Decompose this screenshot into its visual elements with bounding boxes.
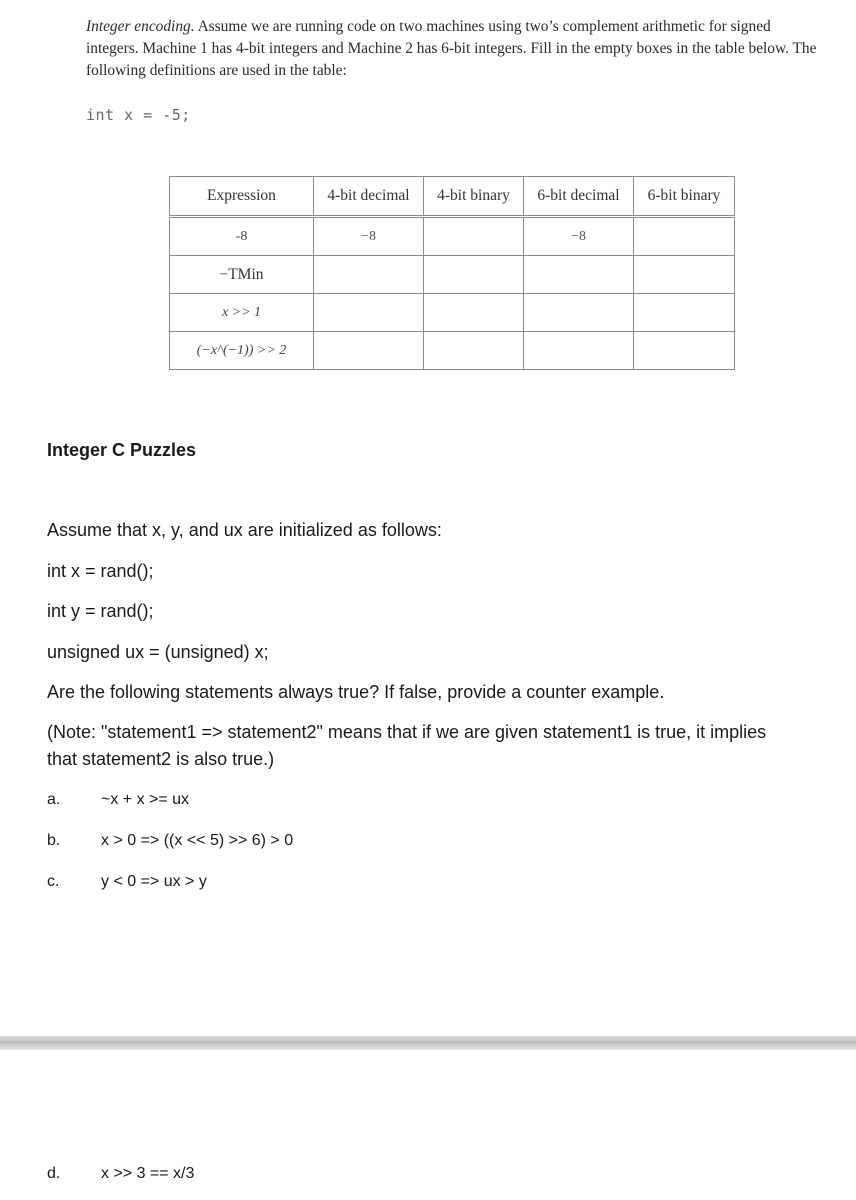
cell-4bit-binary — [424, 294, 524, 332]
table-row — [170, 294, 735, 332]
assume-text: Assume that x, y, and ux are initialized as follows: — [47, 520, 442, 540]
table-row — [170, 217, 735, 256]
cell-4bit-decimal — [314, 256, 424, 294]
cell-expression: -8 — [170, 217, 314, 256]
cell-6bit-binary — [634, 332, 735, 370]
note-text: (Note: "statement1 => statement2" means that if we are given statement1 is true, it implies that statement2 is also true.) — [47, 722, 767, 769]
item-d-label: d. — [47, 1165, 61, 1182]
cell-6bit-binary — [634, 217, 735, 256]
cell-6bit-decimal — [524, 332, 634, 370]
table-row — [170, 332, 735, 370]
header-6bit-binary: 6-bit binary — [634, 177, 735, 217]
cell-expression: x >> 1 — [170, 294, 314, 332]
cell-4bit-binary — [424, 332, 524, 370]
header-4bit-decimal: 4-bit decimal — [314, 177, 424, 217]
cell-4bit-binary — [424, 217, 524, 256]
cell-6bit-decimal: −8 — [524, 217, 634, 256]
header-4bit-binary: 4-bit binary — [424, 177, 524, 217]
header-6bit-decimal: 6-bit decimal — [524, 177, 634, 217]
cell-4bit-decimal: −8 — [314, 217, 424, 256]
code-definition: int x = -5; — [86, 106, 191, 124]
item-a-label: a. — [47, 791, 61, 808]
cell-6bit-decimal — [524, 294, 634, 332]
cell-6bit-decimal — [524, 256, 634, 294]
item-a-statement: ~x + x >= ux — [101, 791, 190, 808]
cell-4bit-decimal — [314, 294, 424, 332]
cell-6bit-binary — [634, 294, 735, 332]
section-heading: Integer C Puzzles — [47, 440, 197, 460]
encoding-table — [169, 176, 735, 370]
table-header-row — [170, 177, 735, 217]
cell-4bit-decimal — [314, 332, 424, 370]
item-c-label: c. — [47, 873, 60, 890]
cell-expression: (−x^(−1)) >> 2 — [170, 332, 314, 370]
declaration-x: int x = rand(); — [47, 561, 154, 581]
cell-6bit-binary — [634, 256, 735, 294]
cell-expression: −TMin — [170, 256, 314, 294]
item-d-statement: x >> 3 == x/3 — [101, 1165, 195, 1182]
intro-lead: Integer encoding. — [86, 18, 195, 35]
item-c-statement: y < 0 => ux > y — [101, 873, 207, 890]
cell-4bit-binary — [424, 256, 524, 294]
table-row — [170, 256, 735, 294]
item-b-label: b. — [47, 832, 61, 849]
declaration-y: int y = rand(); — [47, 601, 154, 621]
item-b-statement: x > 0 => ((x << 5) >> 6) > 0 — [101, 832, 294, 849]
page-divider — [0, 1036, 856, 1050]
question-text: Are the following statements always true? If false, provide a counter example. — [47, 682, 665, 702]
intro-paragraph — [86, 16, 821, 82]
intro-text: Assume we are running code on two machines using two’s complement arithmetic for signed integers. Machine 1 has 4-bit integers and Machine 2 has 6-bit integers. Fill in the empty boxes in the table below. The following definitions are used in the table: — [86, 18, 817, 79]
declaration-ux: unsigned ux = (unsigned) x; — [47, 642, 269, 662]
header-expression: Expression — [170, 177, 314, 217]
